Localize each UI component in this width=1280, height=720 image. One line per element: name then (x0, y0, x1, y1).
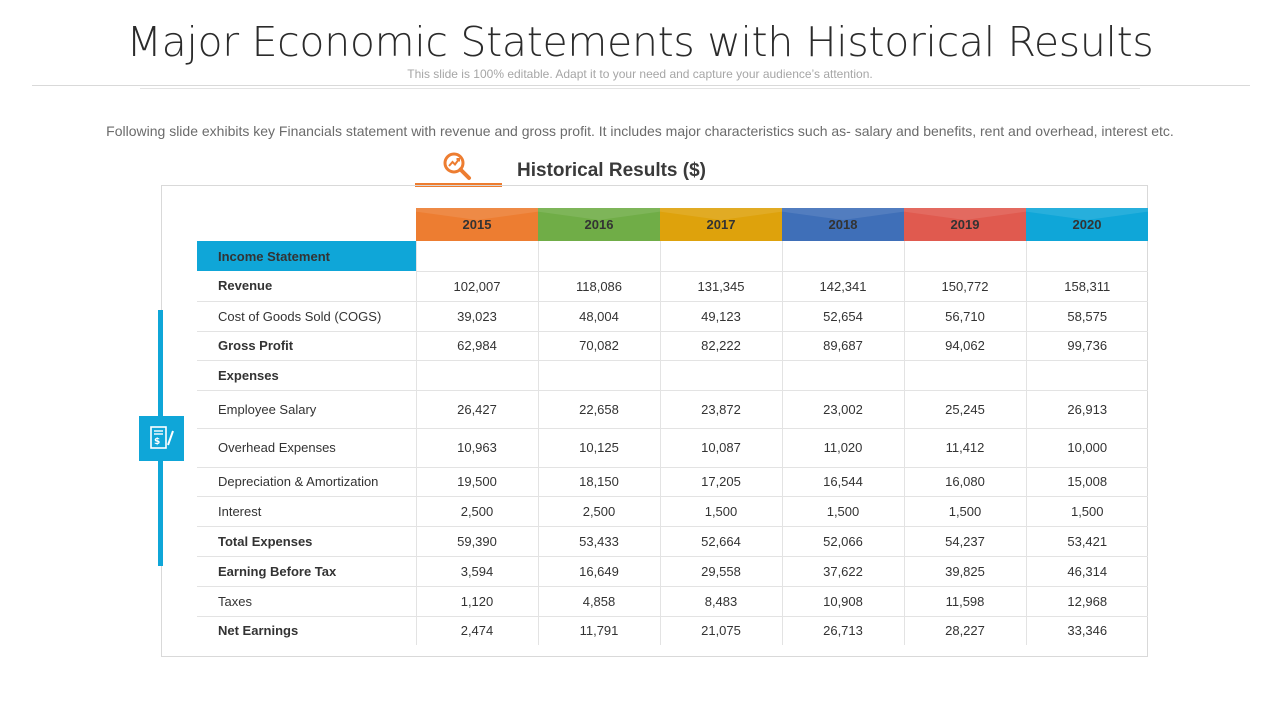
year-label: 2017 (706, 217, 736, 232)
year-header-2016 (538, 208, 660, 241)
row-label: Depreciation & Amortization (197, 467, 416, 496)
value-cell (782, 360, 904, 390)
table-row (197, 331, 1148, 360)
value-cell: 22,658 (538, 390, 660, 428)
income-statement-table (197, 208, 1148, 645)
value-cell: 3,594 (416, 556, 538, 586)
row-label: Taxes (197, 586, 416, 616)
value-cell: 26,913 (1026, 390, 1148, 428)
value-cell: 10,125 (538, 428, 660, 467)
table-row (197, 428, 1148, 467)
section-header-cell (904, 241, 1026, 271)
table-row (197, 301, 1148, 331)
value-cell: 52,066 (782, 526, 904, 556)
value-cell: 49,123 (660, 301, 782, 331)
value-cell: 26,713 (782, 616, 904, 645)
value-cell: 131,345 (660, 271, 782, 301)
value-cell: 25,245 (904, 390, 1026, 428)
value-cell: 142,341 (782, 271, 904, 301)
value-cell: 53,421 (1026, 526, 1148, 556)
value-cell (416, 360, 538, 390)
section-header-cell (416, 241, 538, 271)
value-cell: 16,080 (904, 467, 1026, 496)
section-header-row (197, 241, 1148, 271)
value-cell: 1,500 (660, 496, 782, 526)
year-label: 2018 (828, 217, 858, 232)
value-cell: 158,311 (1026, 271, 1148, 301)
value-cell: 11,412 (904, 428, 1026, 467)
value-cell: 23,872 (660, 390, 782, 428)
value-cell: 1,500 (782, 496, 904, 526)
slide-description: Following slide exhibits key Financials statement with revenue and gross profit. It includes major characteristics such as- salary and benefits, rent and overhead, interest etc. (106, 123, 1174, 139)
year-label: 2019 (950, 217, 980, 232)
value-cell: 10,908 (782, 586, 904, 616)
title-divider (32, 85, 1250, 86)
year-label: 2020 (1072, 217, 1102, 232)
page-title: Major Economic Statements with Historical Results (126, 18, 1154, 66)
value-cell: 11,791 (538, 616, 660, 645)
table-row (197, 360, 1148, 390)
value-cell: 11,020 (782, 428, 904, 467)
table-row (197, 526, 1148, 556)
value-cell: 62,984 (416, 331, 538, 360)
section-header-cell (660, 241, 782, 271)
year-label: 2015 (462, 217, 492, 232)
value-cell (538, 360, 660, 390)
table-row (197, 271, 1148, 301)
value-cell: 99,736 (1026, 331, 1148, 360)
value-cell: 102,007 (416, 271, 538, 301)
value-cell: 39,023 (416, 301, 538, 331)
value-cell: 58,575 (1026, 301, 1148, 331)
value-cell: 23,002 (782, 390, 904, 428)
table-row (197, 556, 1148, 586)
year-header-2019 (904, 208, 1026, 241)
magnifier-chart-icon (441, 150, 473, 182)
subtitle-divider (140, 88, 1140, 89)
year-header-2015 (416, 208, 538, 241)
value-cell: 70,082 (538, 331, 660, 360)
value-cell: 52,654 (782, 301, 904, 331)
table-row (197, 496, 1148, 526)
value-cell: 39,825 (904, 556, 1026, 586)
value-cell: 89,687 (782, 331, 904, 360)
value-cell: 10,963 (416, 428, 538, 467)
value-cell: 53,433 (538, 526, 660, 556)
value-cell: 33,346 (1026, 616, 1148, 645)
value-cell: 29,558 (660, 556, 782, 586)
value-cell: 26,427 (416, 390, 538, 428)
row-label: Cost of Goods Sold (COGS) (197, 301, 416, 331)
year-header-2018 (782, 208, 904, 241)
table-body (197, 271, 1148, 645)
value-cell: 4,858 (538, 586, 660, 616)
value-cell: 2,474 (416, 616, 538, 645)
svg-text:$: $ (154, 437, 161, 447)
table-row (197, 467, 1148, 496)
value-cell: 28,227 (904, 616, 1026, 645)
value-cell: 118,086 (538, 271, 660, 301)
value-cell: 2,500 (538, 496, 660, 526)
year-header-2017 (660, 208, 782, 241)
value-cell: 82,222 (660, 331, 782, 360)
value-cell: 1,500 (1026, 496, 1148, 526)
row-label: Earning Before Tax (197, 556, 416, 586)
value-cell: 10,000 (1026, 428, 1148, 467)
row-label: Net Earnings (218, 623, 299, 639)
page-subtitle: This slide is 100% editable. Adapt it to your need and capture your audience’s attention. (407, 67, 873, 81)
value-cell: 48,004 (538, 301, 660, 331)
year-header-2020 (1026, 208, 1148, 241)
value-cell: 11,598 (904, 586, 1026, 616)
value-cell: 56,710 (904, 301, 1026, 331)
value-cell: 18,150 (538, 467, 660, 496)
table-row (197, 390, 1148, 428)
value-cell: 19,500 (416, 467, 538, 496)
value-cell: 150,772 (904, 271, 1026, 301)
value-cell: 15,008 (1026, 467, 1148, 496)
value-cell: 10,087 (660, 428, 782, 467)
value-cell (1026, 360, 1148, 390)
value-cell: 2,500 (416, 496, 538, 526)
value-cell: 94,062 (904, 331, 1026, 360)
section-header-cell (1026, 241, 1148, 271)
row-label: Overhead Expenses (197, 428, 416, 467)
section-header-cell (538, 241, 660, 271)
income-statement-label: Income Statement (197, 241, 416, 271)
value-cell: 54,237 (904, 526, 1026, 556)
row-label: Gross Profit (197, 331, 416, 360)
value-cell: 59,390 (416, 526, 538, 556)
row-label: Employee Salary (197, 390, 416, 428)
value-cell: 16,544 (782, 467, 904, 496)
value-cell: 16,649 (538, 556, 660, 586)
value-cell: 12,968 (1026, 586, 1148, 616)
value-cell: 1,120 (416, 586, 538, 616)
header-corner (197, 208, 416, 241)
row-label: Interest (197, 496, 416, 526)
value-cell: 1,500 (904, 496, 1026, 526)
value-cell (660, 360, 782, 390)
section-header-cell (782, 241, 904, 271)
row-label: Total Expenses (197, 526, 416, 556)
year-label: 2016 (584, 217, 614, 232)
section-title: Historical Results ($) (517, 160, 706, 181)
value-cell (904, 360, 1026, 390)
year-header-row (197, 208, 1148, 241)
row-label: Revenue (197, 271, 416, 301)
value-cell: 46,314 (1026, 556, 1148, 586)
row-label: Expenses (197, 360, 416, 390)
financial-report-icon (139, 416, 184, 461)
value-cell: 8,483 (660, 586, 782, 616)
value-cell: 37,622 (782, 556, 904, 586)
table-row (197, 586, 1148, 616)
table-row (197, 616, 1148, 645)
value-cell: 52,664 (660, 526, 782, 556)
value-cell: 21,075 (660, 616, 782, 645)
value-cell: 17,205 (660, 467, 782, 496)
